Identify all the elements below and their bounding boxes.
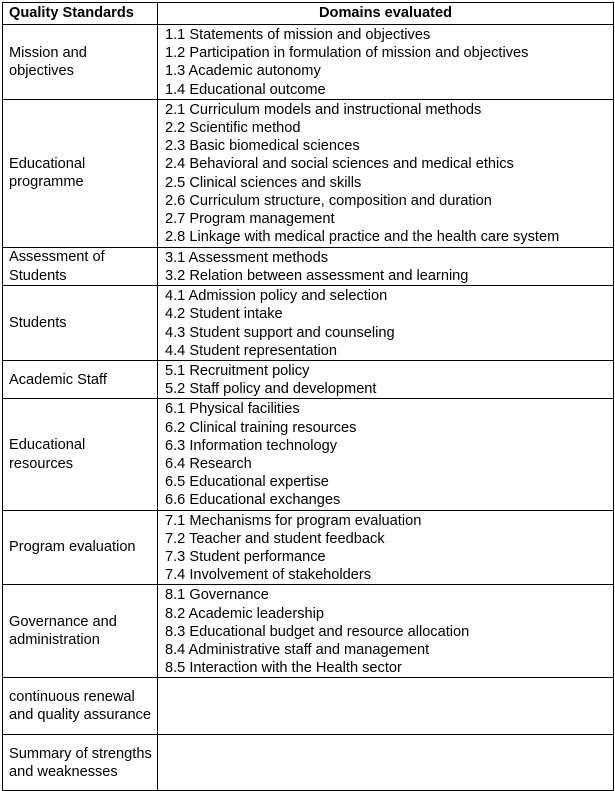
domain-item: 6.5 Educational expertise — [165, 474, 329, 491]
domain-item: 5.1 Recruitment policy — [165, 363, 310, 380]
domains-cell — [158, 399, 614, 510]
domain-item: 7.4 Involvement of stakeholders — [165, 567, 372, 584]
standard-cell: continuous renewal and quality assurance — [3, 678, 158, 735]
standard-cell: Program evaluation — [3, 510, 158, 585]
domain-item: 8.1 Governance — [165, 587, 269, 604]
domains-cell — [158, 99, 614, 247]
domain-item: 6.6 Educational exchanges — [165, 492, 341, 509]
domain-item: 2.6 Curriculum structure, composition and duration — [165, 192, 492, 209]
domain-item: 8.3 Educational budget and resource allocation — [165, 623, 470, 640]
domains-cell — [158, 361, 614, 399]
table-row — [3, 286, 614, 361]
domain-item: 8.4 Administrative staff and management — [165, 642, 430, 659]
domains-cell — [158, 678, 614, 735]
table-row — [3, 361, 614, 399]
domain-item: 7.2 Teacher and student feedback — [165, 530, 385, 547]
domain-item: 1.4 Educational outcome — [165, 81, 326, 98]
domains-cell — [158, 247, 614, 285]
domain-item: 6.1 Physical facilities — [165, 401, 300, 418]
standard-cell: Academic Staff — [3, 361, 158, 399]
quality-standards-table — [2, 2, 614, 791]
standard-cell: Assessment of Students — [3, 247, 158, 285]
domain-item: 4.2 Student intake — [165, 306, 283, 323]
domain-item: 7.3 Student performance — [165, 549, 326, 566]
domain-item: 8.2 Academic leadership — [165, 605, 325, 622]
domain-item: 4.4 Student representation — [165, 342, 338, 359]
domain-item: 6.3 Information technology — [165, 437, 337, 454]
header-row — [3, 3, 614, 25]
domain-item: 6.2 Clinical training resources — [165, 419, 357, 436]
domain-item: 3.2 Relation between assessment and learning — [165, 268, 469, 285]
domain-item: 2.5 Clinical sciences and skills — [165, 174, 362, 191]
standard-cell: Students — [3, 286, 158, 361]
domain-item: 2.3 Basic biomedical sciences — [165, 138, 360, 155]
domain-item: 4.3 Student support and counseling — [165, 324, 395, 341]
domains-cell — [158, 735, 614, 791]
domain-item: 5.2 Staff policy and development — [165, 381, 377, 398]
domain-item: 3.1 Assessment methods — [165, 249, 329, 266]
domain-item: 1.2 Participation in formulation of mission and objectives — [165, 45, 529, 62]
domain-item: 1.1 Statements of mission and objectives — [165, 27, 431, 43]
standard-cell: Educational programme — [3, 99, 158, 247]
standard-cell: Educational resources — [3, 399, 158, 510]
domain-item: 6.4 Research — [165, 456, 252, 473]
domains-cell — [158, 585, 614, 678]
table-row — [3, 99, 614, 247]
domain-item: 4.1 Admission policy and selection — [165, 288, 388, 305]
table-row — [3, 247, 614, 285]
domains-cell — [158, 286, 614, 361]
header-quality-standards: Quality Standards — [3, 3, 158, 25]
domains-cell — [158, 510, 614, 585]
domain-item: 8.5 Interaction with the Health sector — [165, 660, 402, 677]
domain-item: 2.1 Curriculum models and instructional methods — [165, 101, 482, 118]
domain-item: 2.7 Program management — [165, 211, 335, 228]
table-row — [3, 735, 614, 791]
standard-cell: Summary of strengths and weaknesses — [3, 735, 158, 791]
table-row — [3, 510, 614, 585]
header-domains-evaluated: Domains evaluated — [158, 3, 614, 25]
domain-item: 2.2 Scientific method — [165, 120, 301, 137]
table-row — [3, 399, 614, 510]
standard-cell: Governance and administration — [3, 585, 158, 678]
domain-item: 7.1 Mechanisms for program evaluation — [165, 512, 422, 529]
domain-item: 1.3 Academic autonomy — [165, 63, 321, 80]
domains-cell — [158, 25, 614, 100]
table-row — [3, 678, 614, 735]
table-row — [3, 585, 614, 678]
standard-cell: Mission and objectives — [3, 25, 158, 100]
domain-item: 2.4 Behavioral and social sciences and medical ethics — [165, 156, 514, 173]
table-row — [3, 25, 614, 100]
domain-item: 2.8 Linkage with medical practice and the health care system — [165, 229, 560, 246]
